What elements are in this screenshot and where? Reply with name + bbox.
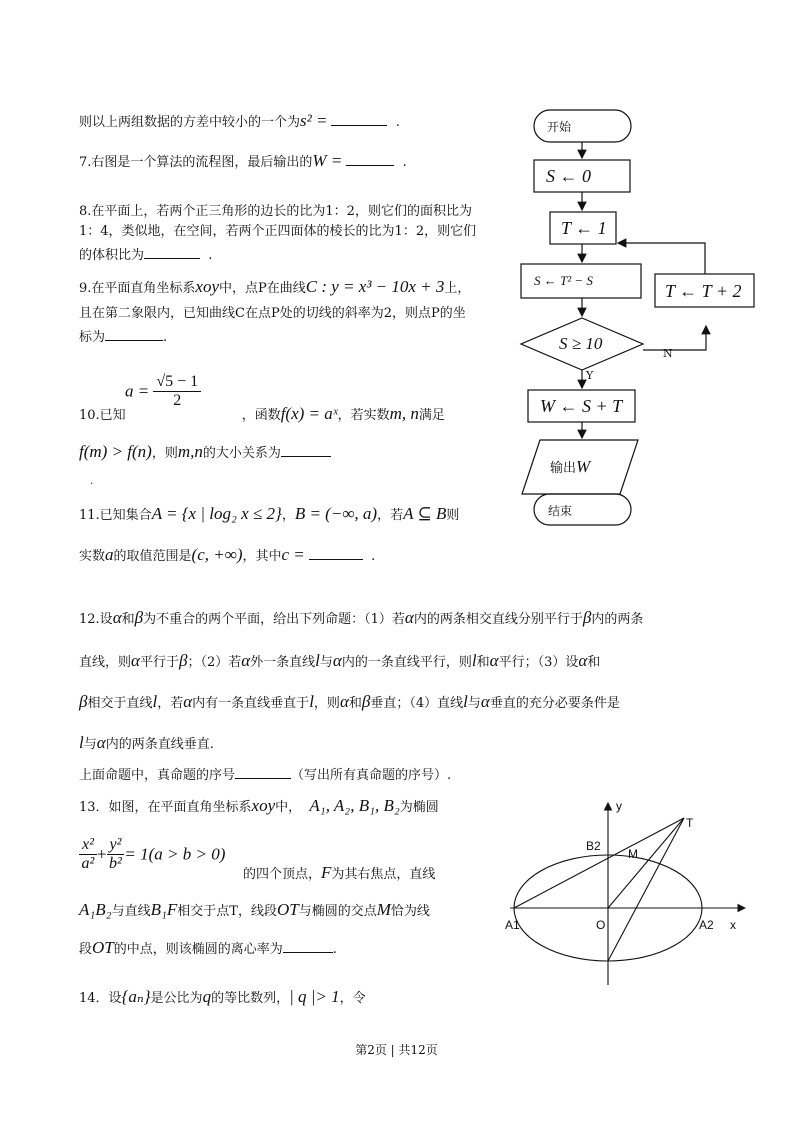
- flow-start-label: 开始: [547, 120, 572, 134]
- flow-t1-label: T ← 1: [561, 218, 607, 238]
- q14-line1: 14．设{aₙ}是公比为q的等比数列，| q |> 1，令: [79, 987, 366, 1006]
- line-b1-t: [608, 818, 684, 961]
- q13-line2: 的四个顶点，F为其右焦点，直线: [243, 863, 436, 882]
- flow-s-update-label: S ← T² − S: [534, 273, 593, 288]
- fraction: $\frac{√5 - 1}{2}$: [153, 373, 201, 410]
- q7-line: 7.右图是一个算法的流程图，最后输出的W = .: [79, 151, 407, 170]
- q10-a-definition: a = $\frac{√5 - 1}{2}$: [125, 373, 201, 410]
- q13-line4: 段OT的中点，则该椭圆的离心率为 .: [79, 938, 337, 957]
- q9-line1: 9.在平面直角坐标系xoy中，点P在曲线C : y = x³ − 10x + 3上，: [79, 277, 471, 296]
- q10-line1: 10.已知 ，函数f(x) = aˣ，若实数m, n满足: [79, 404, 445, 423]
- q12-line4: l与α内的两条直线垂直.: [79, 733, 214, 752]
- q13-line1: 13．如图，在平面直角坐标系xoy中， A₁, A₂, B₁, B₂为椭圆: [79, 796, 439, 815]
- page-footer: 第2页 | 共12页: [355, 1043, 438, 1057]
- flow-s0-label: S ← 0: [546, 166, 591, 186]
- q13-ellipse-equation: $\frac{\text{x²}}{\text{a²}}$ + $\frac{\text{y²}}{\text{b²}}$ = 1(a > b > 0): [79, 836, 225, 873]
- q12-line1: 12.设α和β为不重合的两个平面，给出下列命题：（1）若α内的两条相交直线分别平行于β内的两条: [79, 608, 644, 627]
- fig-label-a1: A1: [505, 918, 520, 932]
- q12-line3: β相交于直线l，若α内有一条直线垂直于l，则α和β垂直；（4）直线l与α垂直的充分必要条件是: [79, 692, 620, 711]
- q6-line: 则以上两组数据的方差中较小的一个为s² = .: [79, 111, 400, 130]
- fig-label-m: M: [628, 847, 638, 861]
- flow-condition-label: S ≥ 10: [559, 334, 603, 353]
- flow-yes-label: Y: [586, 369, 594, 382]
- q8-line2: 1：4，类似地，在空间，若两个正四面体的棱长的比为1：2，则它们: [79, 224, 477, 239]
- fig-label-x: x: [730, 918, 736, 932]
- q8-line3: 的体积比为 .: [79, 245, 212, 265]
- fig-label-b2: B2: [586, 839, 601, 853]
- flow-end-label: 结束: [548, 504, 573, 518]
- q13-line3: A₁B₂与直线B₁F相交于点T，线段OT与椭圆的交点M恰为线: [79, 900, 430, 919]
- fig-label-y: y: [616, 799, 622, 813]
- stray-dot: .: [90, 476, 94, 487]
- q9-line2: 且在第二象限内，已知曲线C在点P处的切线的斜率为2，则点P的坐: [79, 306, 466, 321]
- q11-line2: 实数a的取值范围是(c, +∞)，其中c = .: [79, 545, 376, 564]
- flow-w-label: W ← S + T: [540, 396, 623, 416]
- flow-output-label: 输出W: [550, 457, 591, 476]
- q11-line1: 11.已知集合A = {x | log₂ x ≤ 2}，B = (−∞, a)，若A ⊆ B则: [79, 504, 460, 523]
- q8-line1: 8.在平面上，若两个正三角形的边长的比为1：2，则它们的面积比为: [79, 204, 472, 219]
- segment-o-t: [608, 818, 684, 908]
- q9-line3: 标为 .: [79, 327, 167, 347]
- q10-line2: f(m) > f(n)，则m,n的大小关系为: [79, 443, 331, 463]
- q12-line5: 上面命题中，真命题的序号 （写出所有真命题的序号）.: [79, 765, 451, 785]
- flow-no-label: N: [663, 347, 673, 360]
- flow-t-update-label: T ← T + 2: [665, 281, 742, 301]
- fig-label-o: O: [596, 918, 606, 932]
- fig-label-a2: A2: [699, 918, 714, 932]
- q12-line2: 直线，则α平行于β；（2）若α外一条直线l与α内的一条直线平行，则l和α平行；（3）设α和: [79, 651, 601, 670]
- fig-label-t: T: [686, 816, 694, 830]
